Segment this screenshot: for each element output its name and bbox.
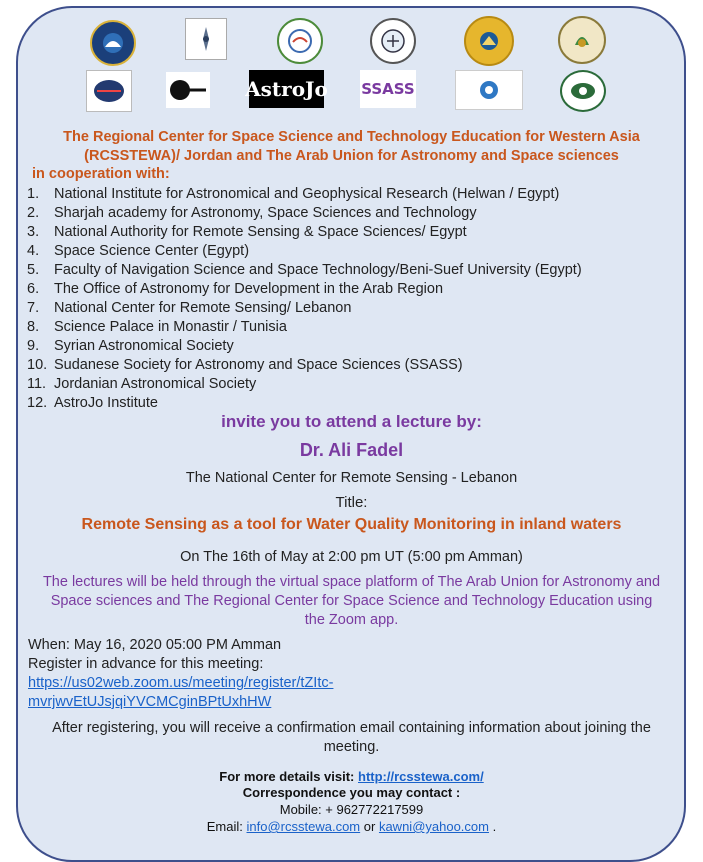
telescope-logo: [166, 72, 210, 108]
arab-union-logo: [455, 70, 523, 110]
list-item: 2. Sharjah academy for Astronomy, Space Sciences and Technology: [27, 205, 477, 221]
meeting-when: When: May 16, 2020 05:00 PM Amman: [28, 637, 282, 653]
website-link[interactable]: http://rcsstewa.com/: [358, 769, 484, 784]
speaker-name: Dr. Ali Fadel: [299, 440, 404, 460]
list-item: 11. Jordanian Astronomical Society: [27, 376, 257, 392]
beni-suef-logo: [558, 16, 606, 64]
lecture-date-time: On The 16th of May at 2:00 pm UT (5:00 pm Amman): [180, 549, 523, 565]
correspondence-label: Correspondence you may contact :: [242, 785, 461, 800]
list-item: 9. Syrian Astronomical Society: [27, 338, 234, 354]
list-item: 8. Science Palace in Monastir / Tunisia: [27, 319, 287, 335]
zoom-register-link[interactable]: https://us02web.zoom.us/meeting/register/tZItc-: [28, 675, 334, 691]
platform-note: The lectures will be held through the virtual space platform of The Arab Union for Astronomy and Space sciences and The Regional Center for Space Science and Technology Education using the Zoom app.: [42, 574, 661, 628]
email-line: Email: info@rcsstewa.com or kawni@yahoo.com .: [206, 819, 497, 834]
observatory-logo: [90, 20, 136, 66]
partner-list: [27, 185, 582, 413]
compass-logo: [185, 18, 227, 60]
title-label: Title:: [335, 494, 368, 511]
mobile-number: Mobile: + 962772217599: [279, 802, 424, 817]
list-item: 10. Sudanese Society for Astronomy and Space Sciences (SSASS): [27, 357, 463, 373]
list-item: 7. National Center for Remote Sensing/ Lebanon: [27, 300, 352, 316]
gold-emblem-logo: [464, 16, 514, 66]
remote-sensing-authority-logo: [370, 18, 416, 64]
list-item: 4. Space Science Center (Egypt): [27, 243, 250, 259]
invite-heading: invite you to attend a lecture by:: [221, 412, 482, 431]
list-item: 3. National Authority for Remote Sensing & Space Sciences/ Egypt: [27, 224, 467, 240]
organizer-title: The Regional Center for Space Science and Technology Education for Western Asia (RCSSTEWA)/ Jordan and The Arab Union for Astronomy and Space sciences: [63, 129, 640, 164]
astronomy-society-logo: [86, 70, 132, 112]
zoom-register-link-cont[interactable]: mvrjwvEtUJsjqiYVCMCginBPtUxhHW: [28, 694, 272, 710]
speaker-affiliation: The National Center for Remote Sensing - Lebanon: [185, 470, 518, 486]
astrojo-logo: AstroJo: [249, 70, 324, 108]
ssass-logo: SSASS: [360, 70, 416, 108]
details-line: For more details visit: http://rcsstewa.com/: [219, 769, 484, 784]
lecture-title: Remote Sensing as a tool for Water Quality Monitoring in inland waters: [81, 516, 622, 533]
cooperation-label: in cooperation with:: [32, 166, 170, 182]
list-item: 12. AstroJo Institute: [27, 395, 158, 411]
list-item: 6. The Office of Astronomy for Development in the Arab Region: [27, 281, 444, 297]
after-registering-note: After registering, you will receive a confirmation email containing information about joining the meeting.: [52, 720, 651, 755]
list-item: 5. Faculty of Navigation Science and Space Technology/Beni-Suef University (Egypt): [27, 262, 582, 278]
register-label: Register in advance for this meeting:: [28, 656, 264, 672]
email-link-kawni[interactable]: kawni@yahoo.com: [378, 819, 489, 834]
list-item: 1. National Institute for Astronomical and Geophysical Research (Helwan / Egypt): [27, 186, 560, 202]
partner-logos: [0, 0, 703, 120]
space-science-center-logo: [277, 18, 323, 64]
remote-sensing-lebanon-logo: [560, 70, 606, 112]
email-link-info[interactable]: info@rcsstewa.com: [246, 819, 361, 834]
